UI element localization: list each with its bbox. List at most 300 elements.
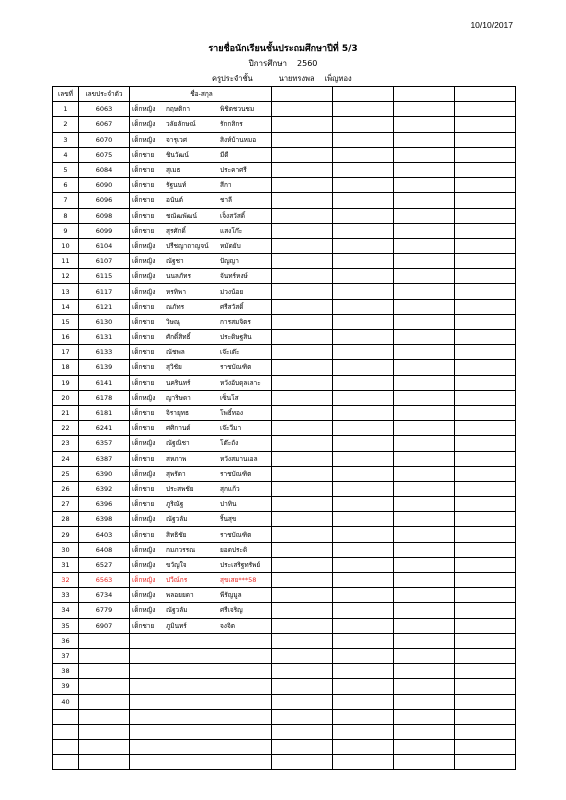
student-id: 6117: [79, 284, 130, 299]
student-id: 6130: [79, 314, 130, 329]
name-prefix: เด็กหญิง: [132, 576, 156, 585]
name-prefix: เด็กชาย: [132, 196, 155, 205]
student-id: 6392: [79, 481, 130, 496]
student-id: 6099: [79, 223, 130, 238]
last-name: ประดิษฐสิน: [220, 333, 252, 342]
empty-cell: [394, 299, 455, 314]
row-number: 32: [53, 573, 79, 588]
student-name: [130, 633, 272, 648]
empty-cell: [394, 694, 455, 709]
student-id: 6398: [79, 512, 130, 527]
empty-cell: [394, 648, 455, 663]
empty-cell: [394, 330, 455, 345]
empty-cell: [272, 178, 333, 193]
empty-cell: [394, 542, 455, 557]
last-name: เจ็งสวัสดิ์: [220, 211, 246, 220]
row-number: 19: [53, 375, 79, 390]
row-number: 30: [53, 542, 79, 557]
name-prefix: เด็กชาย: [132, 333, 155, 342]
empty-cell: [394, 481, 455, 496]
empty-cell: [455, 451, 516, 466]
name-prefix: เด็กหญิง: [132, 287, 156, 296]
empty-cell: [333, 755, 394, 770]
table-row: [53, 573, 516, 588]
empty-cell: [455, 178, 516, 193]
empty-cell: [272, 451, 333, 466]
empty-cell: [272, 481, 333, 496]
student-name: [130, 542, 272, 557]
empty-cell: [455, 497, 516, 512]
table-row: [53, 314, 516, 329]
first-name: ขวัญใจ: [166, 560, 187, 569]
first-name: ณัฐวลัม: [166, 515, 188, 524]
empty-cell: [272, 648, 333, 663]
table-row: [53, 223, 516, 238]
student-id: 6070: [79, 132, 130, 147]
print-date: 10/10/2017: [470, 20, 513, 30]
first-name: จิรายุทธ: [166, 409, 190, 418]
name-prefix: เด็กหญิง: [132, 272, 156, 281]
empty-cell: [455, 512, 516, 527]
table-row: [53, 755, 516, 770]
empty-cell: [333, 405, 394, 420]
table-row: [53, 345, 516, 360]
table-row: [53, 527, 516, 542]
first-name: วิษณุ: [166, 317, 180, 326]
last-name: เซ็นโส: [220, 393, 239, 402]
first-name: สุพรัดา: [166, 469, 186, 478]
table-row: [53, 436, 516, 451]
name-prefix: เด็กชาย: [132, 302, 155, 311]
first-name: พลอยยดา: [166, 591, 194, 600]
table-row: [53, 694, 516, 709]
first-name: จารุเวศ: [166, 135, 187, 144]
empty-cell: [333, 497, 394, 512]
name-prefix: เด็กหญิง: [132, 560, 156, 569]
empty-cell: [394, 633, 455, 648]
last-name: ปัญญา: [220, 257, 239, 266]
student-id: 6563: [79, 573, 130, 588]
student-name: [130, 405, 272, 420]
row-number: 18: [53, 360, 79, 375]
empty-cell: [394, 284, 455, 299]
last-name: พิชิตชวนชม: [220, 105, 255, 114]
last-name: จันทร์หงษ์: [220, 272, 248, 281]
student-id: [79, 740, 130, 755]
last-name: หมัดยับ: [220, 241, 241, 250]
table-row: [53, 512, 516, 527]
student-id: 6396: [79, 497, 130, 512]
empty-cell: [394, 269, 455, 284]
empty-cell: [394, 254, 455, 269]
name-prefix: เด็กหญิง: [132, 606, 156, 615]
first-name: นครินทร์: [166, 378, 191, 387]
student-id: 6357: [79, 436, 130, 451]
last-name: แสงโก๊ะ: [220, 226, 243, 235]
empty-cell: [333, 512, 394, 527]
row-number: 15: [53, 314, 79, 329]
name-prefix: เด็กชาย: [132, 150, 155, 159]
student-name: [130, 618, 272, 633]
table-row: [53, 147, 516, 162]
student-id: 6067: [79, 117, 130, 132]
last-name: ศรีสวัสดิ์: [220, 302, 244, 311]
table-row: [53, 724, 516, 739]
student-name: [130, 375, 272, 390]
empty-cell: [394, 238, 455, 253]
student-name: [130, 724, 272, 739]
first-name: ปวีณ์กร: [166, 576, 188, 585]
row-number: 2: [53, 117, 79, 132]
empty-cell: [272, 132, 333, 147]
empty-cell: [455, 724, 516, 739]
empty-cell: [272, 542, 333, 557]
row-number: 26: [53, 481, 79, 496]
empty-cell: [333, 557, 394, 572]
student-name: [130, 254, 272, 269]
row-number: [53, 740, 79, 755]
empty-column-header: [455, 87, 516, 102]
first-name: กฤษติกา: [166, 105, 190, 114]
empty-cell: [272, 238, 333, 253]
empty-cell: [333, 117, 394, 132]
empty-cell: [333, 314, 394, 329]
row-number: 29: [53, 527, 79, 542]
empty-cell: [272, 208, 333, 223]
table-row: [53, 208, 516, 223]
table-row: [53, 618, 516, 633]
empty-cell: [333, 451, 394, 466]
last-name: พีรัญมูล: [220, 591, 242, 600]
student-id: 6131: [79, 330, 130, 345]
empty-cell: [333, 603, 394, 618]
name-prefix: เด็กหญิง: [132, 257, 156, 266]
empty-cell: [394, 436, 455, 451]
last-name: ศรีเจริญ: [220, 606, 243, 615]
empty-cell: [455, 648, 516, 663]
empty-cell: [333, 740, 394, 755]
empty-cell: [272, 390, 333, 405]
student-id: [79, 724, 130, 739]
row-number: 5: [53, 162, 79, 177]
empty-cell: [455, 618, 516, 633]
row-number: 6: [53, 178, 79, 193]
student-id: [79, 755, 130, 770]
last-name: เจ๊ะวีมา: [220, 424, 242, 433]
empty-cell: [272, 117, 333, 132]
empty-cell: [333, 178, 394, 193]
last-name: สุขเสย***58: [220, 576, 257, 585]
first-name: สุวิชัย: [166, 363, 182, 372]
name-prefix: เด็กชาย: [132, 181, 155, 190]
empty-cell: [455, 694, 516, 709]
first-name: สหภาพ: [166, 454, 187, 463]
last-name: ชาลี: [220, 196, 233, 205]
empty-column-header: [272, 87, 333, 102]
table-row: [53, 679, 516, 694]
last-name: โพธิ์ทอง: [220, 409, 244, 418]
student-name: [130, 269, 272, 284]
student-name: [130, 390, 272, 405]
student-id: [79, 648, 130, 663]
empty-cell: [333, 633, 394, 648]
empty-cell: [394, 740, 455, 755]
empty-cell: [394, 208, 455, 223]
empty-column-header: [333, 87, 394, 102]
empty-cell: [272, 633, 333, 648]
table-row: [53, 542, 516, 557]
table-row: [53, 102, 516, 117]
empty-cell: [333, 648, 394, 663]
name-prefix: เด็กชาย: [132, 211, 155, 220]
empty-cell: [455, 481, 516, 496]
student-id: 6084: [79, 162, 130, 177]
row-number: 37: [53, 648, 79, 663]
empty-cell: [455, 375, 516, 390]
empty-cell: [455, 238, 516, 253]
empty-cell: [272, 360, 333, 375]
student-id: 6907: [79, 618, 130, 633]
student-name: [130, 557, 272, 572]
first-name: ศศิกานต์: [166, 424, 191, 433]
row-number: 40: [53, 694, 79, 709]
student-name: [130, 299, 272, 314]
empty-cell: [272, 405, 333, 420]
row-number: 11: [53, 254, 79, 269]
row-number: 28: [53, 512, 79, 527]
empty-cell: [455, 679, 516, 694]
student-id: 6779: [79, 603, 130, 618]
empty-cell: [272, 284, 333, 299]
name-prefix: เด็กชาย: [132, 226, 155, 235]
empty-cell: [455, 360, 516, 375]
student-id: 6387: [79, 451, 130, 466]
student-name: [130, 481, 272, 496]
empty-cell: [455, 405, 516, 420]
empty-cell: [272, 694, 333, 709]
empty-cell: [333, 254, 394, 269]
student-id: 6139: [79, 360, 130, 375]
row-number: 17: [53, 345, 79, 360]
first-name: ศักดิ์สิทธิ์: [166, 333, 191, 342]
row-number: 16: [53, 330, 79, 345]
first-name: ภูริณัฐ: [166, 500, 184, 509]
empty-cell: [455, 208, 516, 223]
empty-cell: [272, 512, 333, 527]
student-name: [130, 527, 272, 542]
first-name: สิทธิชัย: [166, 530, 187, 539]
empty-cell: [333, 284, 394, 299]
empty-cell: [272, 193, 333, 208]
student-name: [130, 497, 272, 512]
last-name: มีดี: [220, 150, 229, 159]
student-id: 6098: [79, 208, 130, 223]
name-prefix: เด็กหญิง: [132, 241, 156, 250]
name-prefix: เด็กชาย: [132, 530, 155, 539]
empty-cell: [333, 345, 394, 360]
table-row: [53, 299, 516, 314]
student-id: [79, 633, 130, 648]
empty-cell: [394, 147, 455, 162]
academic-year-label: ปีการศึกษา: [248, 59, 288, 68]
empty-cell: [272, 466, 333, 481]
last-name: ราชบัณฑิต: [220, 530, 252, 539]
last-name: ยอดประดิ: [220, 545, 248, 554]
table-row: [53, 284, 516, 299]
student-name: [130, 314, 272, 329]
student-name: [130, 436, 272, 451]
table-row: [53, 557, 516, 572]
empty-cell: [455, 542, 516, 557]
last-name: สิงห์บ้านหมอ: [220, 135, 257, 144]
student-name: [130, 208, 272, 223]
name-prefix: เด็กชาย: [132, 500, 155, 509]
student-name: [130, 755, 272, 770]
table-row: [53, 664, 516, 679]
row-number: 33: [53, 588, 79, 603]
empty-cell: [455, 557, 516, 572]
empty-cell: [394, 603, 455, 618]
first-name: ญาริษดา: [166, 393, 191, 402]
row-number: 3: [53, 132, 79, 147]
empty-cell: [333, 208, 394, 223]
row-number: [53, 709, 79, 724]
table-row: [53, 648, 516, 663]
empty-cell: [272, 588, 333, 603]
table-row: [53, 405, 516, 420]
last-name: รักกสิกร: [220, 120, 243, 129]
empty-cell: [333, 132, 394, 147]
empty-cell: [394, 527, 455, 542]
last-name: หวังอับดุลเลาะ: [220, 378, 261, 387]
empty-cell: [455, 664, 516, 679]
row-number: 38: [53, 664, 79, 679]
table-row: [53, 466, 516, 481]
student-id: 6090: [79, 178, 130, 193]
empty-cell: [394, 375, 455, 390]
empty-cell: [333, 709, 394, 724]
row-number: 25: [53, 466, 79, 481]
first-name: ภูมินทร์: [166, 621, 187, 630]
table-row: [53, 390, 516, 405]
first-name: กมภวรรณ: [166, 545, 196, 554]
student-name: [130, 330, 272, 345]
empty-cell: [394, 664, 455, 679]
table-row: [53, 375, 516, 390]
empty-cell: [272, 102, 333, 117]
table-row: [53, 603, 516, 618]
student-name: [130, 421, 272, 436]
row-number: 10: [53, 238, 79, 253]
empty-cell: [455, 193, 516, 208]
student-id: 6096: [79, 193, 130, 208]
table-row: [53, 132, 516, 147]
student-id: 6115: [79, 269, 130, 284]
empty-cell: [394, 193, 455, 208]
row-number: [53, 755, 79, 770]
empty-cell: [394, 421, 455, 436]
last-name: สีกา: [220, 181, 232, 190]
column-header-name: ชื่อ-สกุล: [130, 87, 272, 102]
empty-cell: [455, 573, 516, 588]
empty-cell: [333, 193, 394, 208]
column-header-no: เลขที่: [53, 87, 79, 102]
row-number: 24: [53, 451, 79, 466]
empty-cell: [394, 451, 455, 466]
student-name: [130, 694, 272, 709]
page-title: รายชื่อนักเรียนชั้นประถมศึกษาปีที่ 5/3: [208, 44, 358, 54]
empty-cell: [455, 284, 516, 299]
student-id: 6241: [79, 421, 130, 436]
row-number: 20: [53, 390, 79, 405]
empty-cell: [272, 254, 333, 269]
empty-cell: [272, 269, 333, 284]
empty-cell: [272, 755, 333, 770]
empty-cell: [394, 573, 455, 588]
row-number: 12: [53, 269, 79, 284]
student-id: 6121: [79, 299, 130, 314]
empty-cell: [455, 345, 516, 360]
student-name: [130, 466, 272, 481]
last-name: ประเสริฐทรัพย์: [220, 560, 261, 569]
empty-cell: [333, 679, 394, 694]
first-name: ณภัทร: [166, 302, 185, 311]
name-prefix: เด็กชาย: [132, 363, 155, 372]
empty-cell: [455, 527, 516, 542]
empty-cell: [455, 755, 516, 770]
first-name: ปรีชญาถาญจน์: [166, 241, 209, 250]
student-id: [79, 709, 130, 724]
student-name: [130, 451, 272, 466]
empty-cell: [333, 162, 394, 177]
empty-cell: [394, 679, 455, 694]
empty-cell: [394, 223, 455, 238]
empty-cell: [394, 709, 455, 724]
table-row: [53, 497, 516, 512]
name-prefix: เด็กชาย: [132, 621, 155, 630]
empty-cell: [455, 421, 516, 436]
teacher-name: นายทรงพล: [278, 74, 315, 83]
first-name: อนันต์: [166, 196, 184, 205]
student-name: [130, 162, 272, 177]
empty-cell: [272, 740, 333, 755]
table-row: [53, 709, 516, 724]
student-table: [52, 86, 516, 770]
student-name: [130, 679, 272, 694]
student-name: [130, 193, 272, 208]
empty-cell: [333, 588, 394, 603]
student-id: [79, 679, 130, 694]
empty-cell: [272, 618, 333, 633]
empty-cell: [333, 269, 394, 284]
table-row: [53, 178, 516, 193]
table-row: [53, 269, 516, 284]
empty-cell: [394, 405, 455, 420]
row-number: 36: [53, 633, 79, 648]
row-number: 8: [53, 208, 79, 223]
empty-cell: [272, 679, 333, 694]
student-id: 6408: [79, 542, 130, 557]
first-name: ณัฐชา: [166, 257, 184, 266]
empty-cell: [455, 436, 516, 451]
empty-cell: [333, 573, 394, 588]
student-id: 6104: [79, 238, 130, 253]
empty-cell: [333, 238, 394, 253]
empty-cell: [333, 375, 394, 390]
empty-cell: [455, 603, 516, 618]
empty-cell: [333, 147, 394, 162]
row-number: 31: [53, 557, 79, 572]
